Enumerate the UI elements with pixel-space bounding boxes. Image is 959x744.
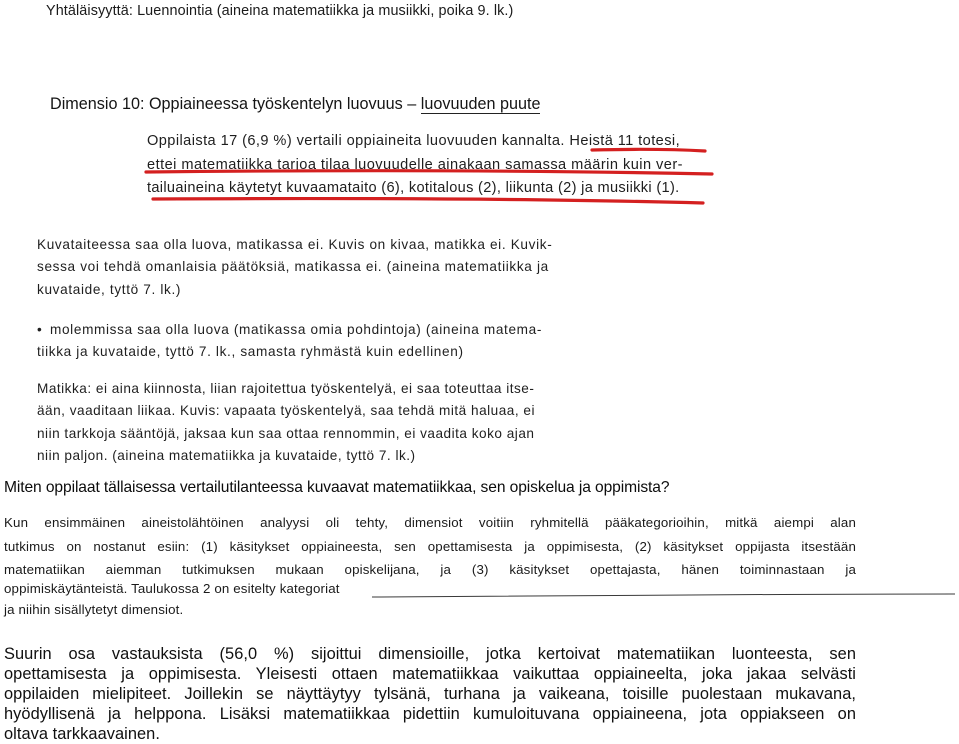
quote-line: niin paljon. (aineina matematiikka ja kuvataide, tyttö 7. lk.) [37, 448, 416, 463]
quote-line: molemmissa saa olla luova (matikassa omia pohdintoja) (aineina matema- [50, 322, 543, 337]
paragraph-line: matematiikan aiemman tutkimuksen mukaan opiskelijana, ja (3) käsitykset opettajasta, hänen toiminnastaan ja [4, 562, 856, 577]
dimension-prefix: Dimensio 10: Oppiaineessa työskentelyn luovuus [50, 95, 408, 113]
paragraph-line: oppimiskäytänteistä. Taulukossa 2 on esitelty kategoriat [4, 581, 340, 596]
underline-rule [372, 594, 955, 597]
quote-line: kuvataide, tyttö 7. lk.) [37, 282, 182, 297]
paragraph-line: oltava tarkkaavainen. [4, 725, 160, 743]
paragraph-line: oppilaiden mielipiteet. Joillekin se näyttäytyy tylsänä, turhana ja vaikeana, toisille puolestaan mukavana, [4, 685, 856, 703]
summary-line: tailuaineina käytetyt kuvaamataito (6), kotitalous (2), liikunta (2) ja musiikki (1). [147, 180, 680, 196]
paragraph-line: Kun ensimmäinen aineistolähtöinen analyysi oli tehty, dimensiot voitiin ryhmitellä pääkategorioihin, mitkä aiempi alan [4, 515, 856, 530]
quote-line: niin tarkkoja sääntöjä, jaksaa kun saa ottaa rennommin, ei vaadita koko ajan [37, 426, 535, 441]
summary-line: Oppilaista 17 (6,9 %) vertaili oppiaineita luovuuden kannalta. Heistä 11 totesi, [147, 133, 681, 149]
paragraph-line: opettamisesta ja oppimisesta. Yleisesti ottaen matematiikkaa vaikuttaa oppiaineelta, joka jakaa selvästi [4, 665, 856, 683]
bullet-icon: • [37, 322, 43, 337]
quote-line: Kuvataiteessa saa olla luova, matikassa ei. Kuvis on kivaa, matikka ei. Kuvik- [37, 237, 553, 252]
dimension-heading [50, 95, 540, 114]
research-question: Miten oppilaat tällaisessa vertailutilanteessa kuvaavat matematiikkaa, sen opiskelua ja oppimista? [4, 479, 670, 496]
dimension-dash: – [407, 95, 417, 113]
quote-line: Matikka: ei aina kiinnosta, liian rajoitettua työskentelyä, ei saa toteuttaa itse- [37, 381, 535, 396]
red-underline-3 [153, 198, 703, 203]
paragraph-line: Suurin osa vastauksista (56,0 %) sijoittui dimensioille, jotka kertoivat matematiikan luonteesta, sen [4, 645, 856, 663]
quote-line: ään, vaaditaan liikaa. Kuvis: vapaata työskentelyä, saa tehdä mitä haluaa, ei [37, 403, 535, 418]
paragraph-line: hyödyllisenä ja helppona. Lisäksi matematiikkaa pidettiin kumuloituvana oppiaineena, jota oppiakseen on [4, 705, 856, 723]
paragraph-line: ja niihin sisällytetyt dimensiot. [4, 602, 184, 617]
summary-line: ettei matematiikka tarjoa tilaa luovuudelle ainakaan samassa määrin kuin ver- [147, 157, 683, 173]
paragraph-line: tutkimus on nostanut esiin: (1) käsitykset oppiaineesta, sen opettamisesta ja oppimisesta, (2) käsitykset oppijasta itsestään [4, 539, 856, 554]
quote-line: tiikka ja kuvataide, tyttö 7. lk., samasta ryhmästä kuin edellinen) [37, 344, 464, 359]
red-underline-1 [592, 149, 705, 151]
quote-caption: Yhtäläisyyttä: Luennointia (aineina matematiikka ja musiikki, poika 9. lk.) [46, 3, 514, 19]
quote-line: sessa voi tehdä omanlaisia päätöksiä, matikassa ei. (aineina matematiikka ja [37, 259, 549, 274]
dimension-underlined-term: luovuuden puute [420, 95, 541, 113]
